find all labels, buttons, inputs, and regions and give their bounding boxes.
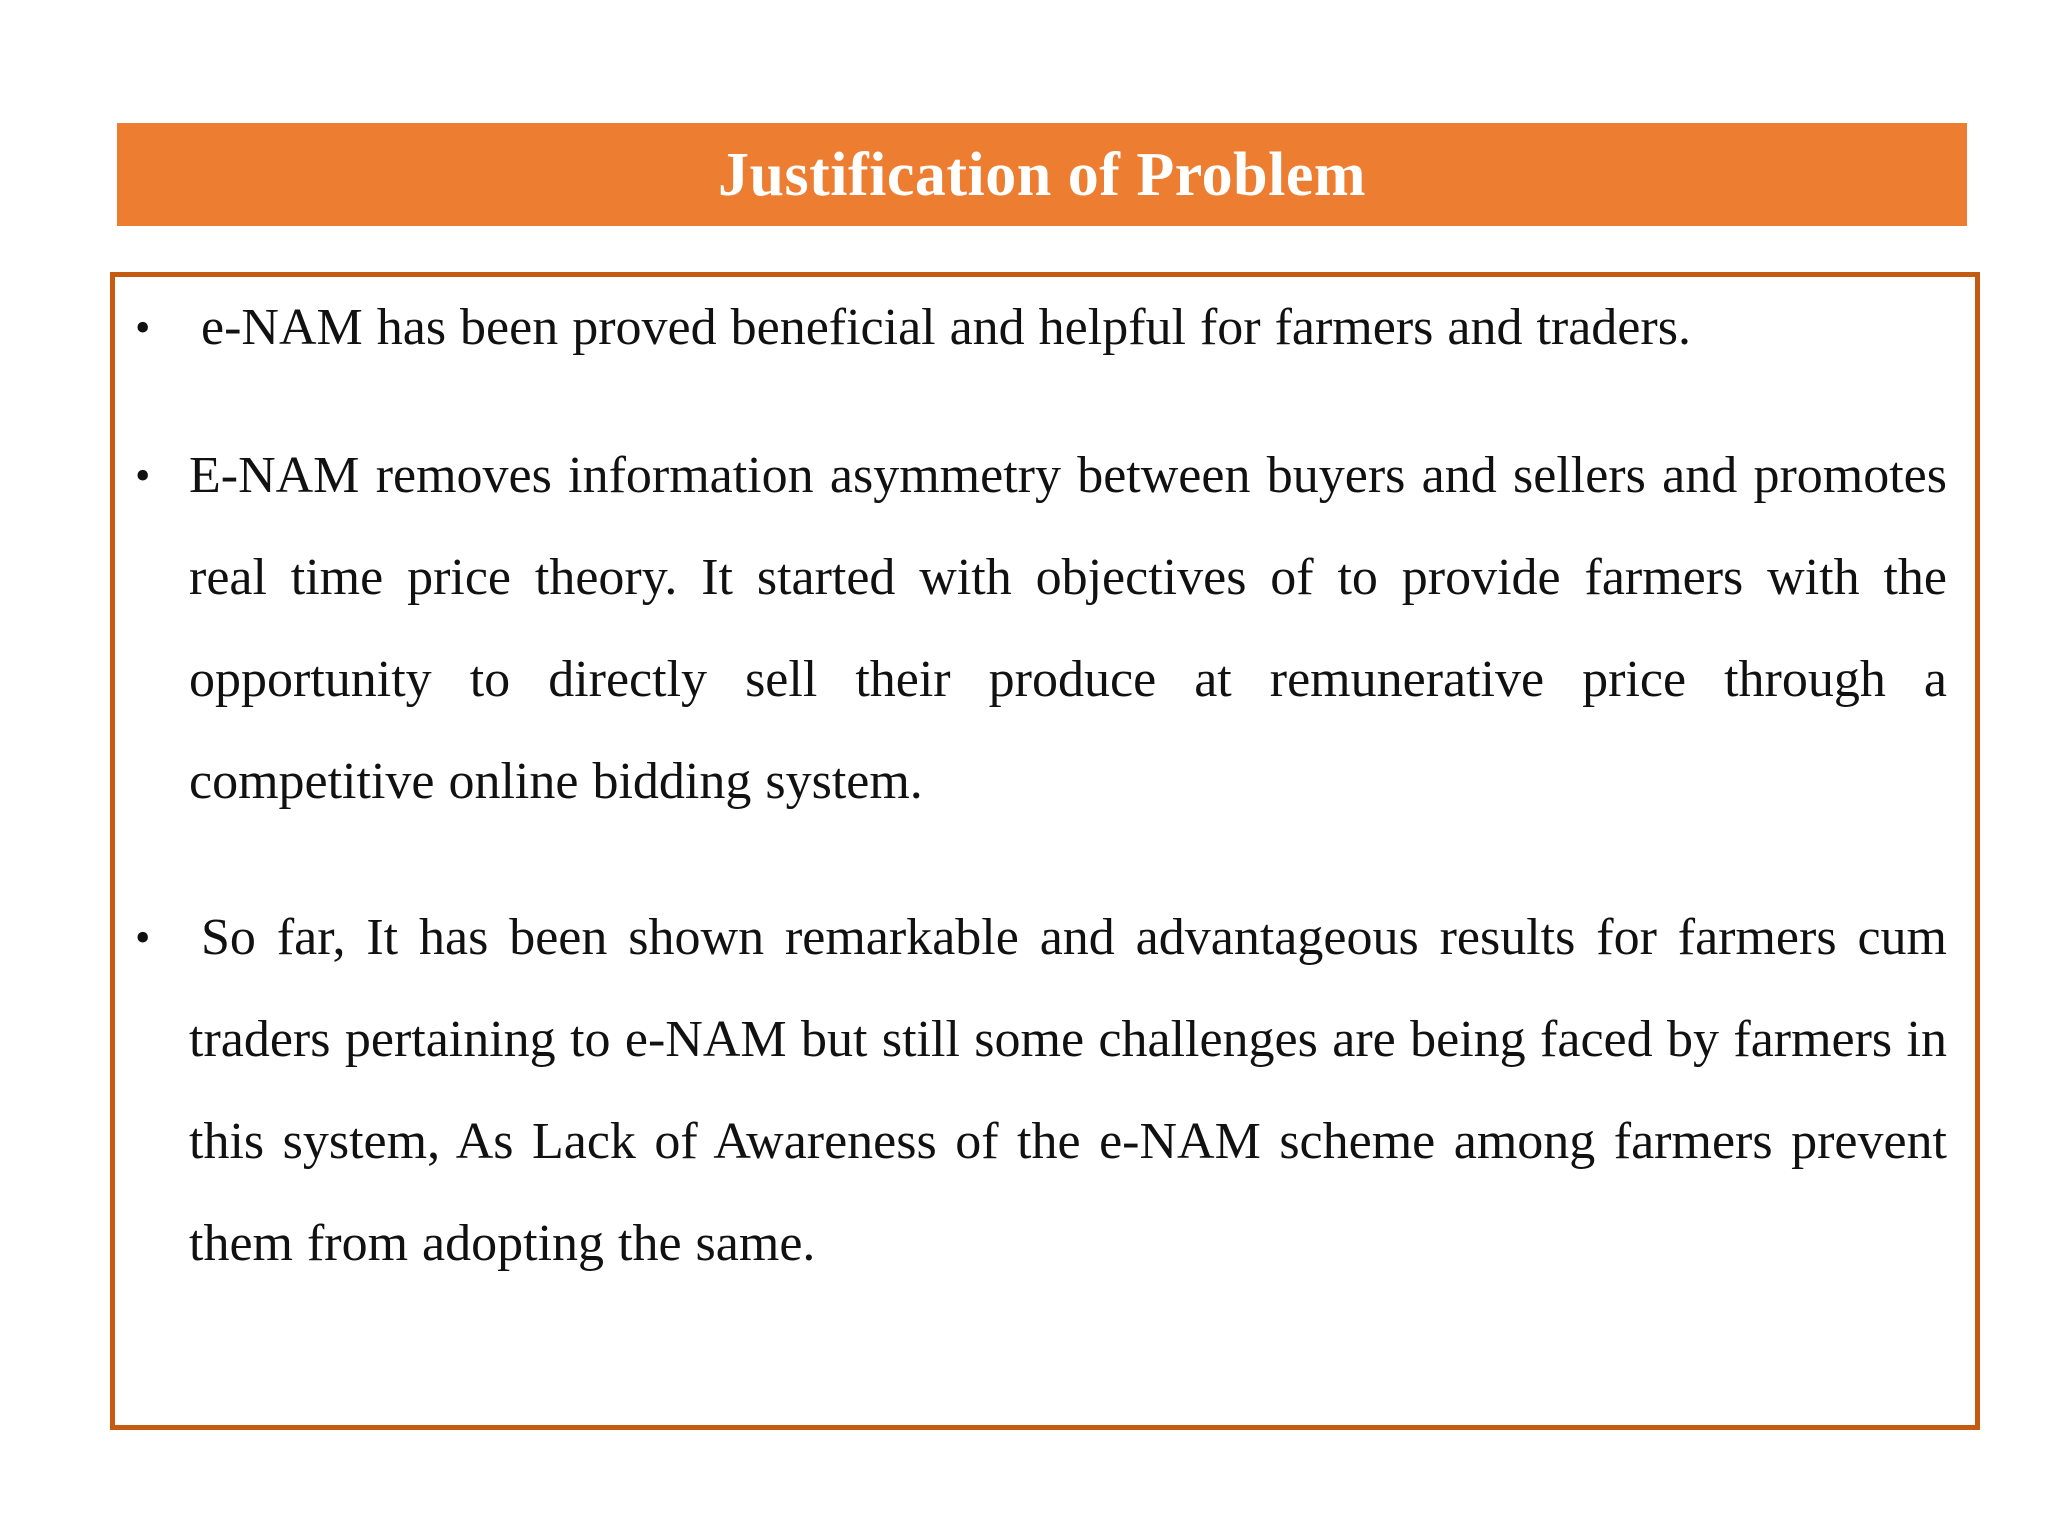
- bullet-text: E-NAM removes information asymmetry between buyers and sellers and promotes real time price theory. It started with objectives of to provide farmers with the opportunity to directly sell their produce at remunerative price through a competitive online bidding system.: [189, 447, 1947, 810]
- bullet-item: [135, 277, 1947, 379]
- bullet-text: So far, It has been shown remarkable and advantageous results for farmers cum traders pertaining to e-NAM but still some challenges are being faced by farmers in this system, As Lack of Awareness of the e-NAM scheme among farmers prevent them from adopting the same.: [189, 909, 1947, 1272]
- bullet-marker: •: [135, 303, 151, 352]
- title-bar: [117, 123, 1967, 226]
- bullet-text: e-NAM has been proved beneficial and helpful for farmers and traders.: [201, 299, 1691, 356]
- slide-title: Justification of Problem: [717, 140, 1366, 209]
- bullet-marker: •: [135, 913, 151, 962]
- bullet-item: [135, 887, 1947, 1295]
- content-box: [110, 272, 1980, 1430]
- bullet-item: [135, 425, 1947, 833]
- bullet-marker: •: [135, 451, 151, 500]
